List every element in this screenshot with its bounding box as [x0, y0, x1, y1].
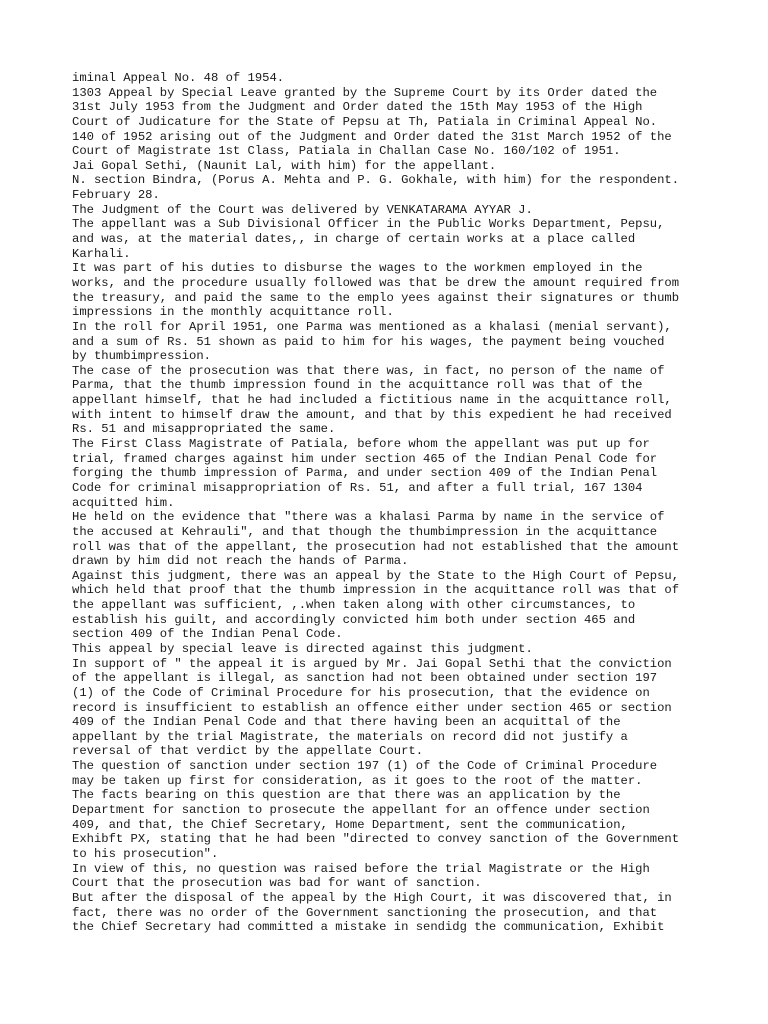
document-line: drawn by him did not reach the hands of Parma.: [72, 554, 409, 569]
document-line: Code for criminal misappropriation of Rs. 51, and after a full trial, 167 1304: [72, 480, 643, 495]
document-line: The question of sanction under section 197 (1) of the Code of Criminal Procedure: [72, 759, 658, 774]
document-line: 1303 Appeal by Special Leave granted by the Supreme Court by its Order dated the: [72, 85, 658, 100]
document-line: section 409 of the Indian Penal Code.: [72, 627, 343, 642]
document-line: by thumbimpression.: [72, 349, 211, 364]
document-line: But after the disposal of the appeal by the High Court, it was discovered that, in: [72, 890, 672, 905]
document-line: Court that the prosecution was bad for want of sanction.: [72, 876, 482, 891]
document-line: February 28.: [72, 188, 160, 203]
document-line: and a sum of Rs. 51 shown as paid to him for his wages, the payment being vouched: [72, 334, 665, 349]
document-line: In support of " the appeal it is argued by Mr. Jai Gopal Sethi that the conviction: [72, 656, 672, 671]
document-line: establish his guilt, and accordingly convicted him both under section 465 and: [72, 612, 636, 627]
document-line: the accused at Kehrauli", and that though the thumbimpression in the acquittance: [72, 524, 658, 539]
document-line: appellant himself, that he had included a fictitious name in the acquittance roll,: [72, 393, 672, 408]
document-line: may be taken up first for consideration, as it goes to the root of the matter.: [72, 773, 643, 788]
document-line: 31st July 1953 from the Judgment and Order dated the 15th May 1953 of the High: [72, 100, 643, 115]
document-line: Court of Judicature for the State of Pepsu at Th, Patiala in Criminal Appeal No.: [72, 114, 658, 129]
document-line: which held that proof that the thumb impression in the acquittance roll was that of: [72, 583, 680, 598]
document-line: fact, there was no order of the Government sanctioning the prosecution, and that: [72, 905, 658, 920]
document-line: In the roll for April 1951, one Parma was mentioned as a khalasi (menial servant),: [72, 319, 672, 334]
document-line: The Judgment of the Court was delivered by VENKATARAMA AYYAR J.: [72, 202, 533, 217]
document-line: 409, and that, the Chief Secretary, Home Department, sent the communication,: [72, 817, 628, 832]
document-line: The facts bearing on this question are that there was an application by the: [72, 788, 621, 803]
document-line: appellant by the trial Magistrate, the materials on record did not justify a: [72, 729, 628, 744]
document-line: the Chief Secretary had committed a mistake in sendidg the communication, Exhibit: [72, 920, 665, 935]
document-line: Against this judgment, there was an appeal by the State to the High Court of Pepsu,: [72, 568, 680, 583]
document-line: with intent to himself draw the amount, and that by this expedient he had received: [72, 407, 672, 422]
document-line: (1) of the Code of Criminal Procedure for his prosecution, that the evidence on: [72, 685, 650, 700]
document-body: [72, 71, 712, 935]
document-line: Court of Magistrate 1st Class, Patiala in Challan Case No. 160/102 of 1951.: [72, 144, 621, 159]
document-line: the treasury, and paid the same to the emplo yees against their signatures or thumb: [72, 290, 680, 305]
document-line: reversal of that verdict by the appellate Court.: [72, 744, 424, 759]
document-line: This appeal by special leave is directed against this judgment.: [72, 641, 533, 656]
document-line: works, and the procedure usually followed was that be drew the amount required from: [72, 275, 680, 290]
document-line: The appellant was a Sub Divisional Officer in the Public Works Department, Pepsu,: [72, 217, 665, 232]
document-line: He held on the evidence that "there was a khalasi Parma by name in the service of: [72, 510, 665, 525]
document-line: Department for sanction to prosecute the appellant for an offence under section: [72, 803, 650, 818]
document-line: acquitted him.: [72, 495, 175, 510]
document-line: Jai Gopal Sethi, (Naunit Lal, with him) for the appellant.: [72, 158, 497, 173]
document-line: Karhali.: [72, 246, 131, 261]
document-line: It was part of his duties to disburse the wages to the workmen employed in the: [72, 261, 643, 276]
document-line: 409 of the Indian Penal Code and that there having been an acquittal of the: [72, 715, 621, 730]
document-line: In view of this, no question was raised before the trial Magistrate or the High: [72, 861, 650, 876]
document-line: The case of the prosecution was that there was, in fact, no person of the name of: [72, 363, 665, 378]
document-line: impressions in the monthly acquittance roll.: [72, 305, 394, 320]
document-line: to his prosecution".: [72, 846, 219, 861]
document-line: The First Class Magistrate of Patiala, before whom the appellant was put up for: [72, 437, 650, 452]
document-line: of the appellant is illegal, as sanction had not been obtained under section 197: [72, 671, 658, 686]
document-line: the appellant was sufficient, ,.when taken along with other circumstances, to: [72, 598, 636, 613]
document-line: and was, at the material dates,, in charge of certain works at a place called: [72, 232, 636, 247]
document-line: record is insufficient to establish an offence either under section 465 or section: [72, 700, 672, 715]
document-line: Exhibft PX, stating that he had been "directed to convey sanction of the Government: [72, 832, 680, 847]
document-line: 140 of 1952 arising out of the Judgment and Order dated the 31st March 1952 of the: [72, 129, 672, 144]
document-line: iminal Appeal No. 48 of 1954.: [72, 71, 285, 85]
document-line: Parma, that the thumb impression found in the acquittance roll was that of the: [72, 378, 643, 393]
document-line: forging the thumb impression of Parma, and under section 409 of the Indian Penal: [72, 466, 658, 481]
document-line: Rs. 51 and misappropriated the same.: [72, 422, 336, 437]
document-line: N. section Bindra, (Porus A. Mehta and P. G. Gokhale, with him) for the respondent.: [72, 173, 680, 188]
document-line: trial, framed charges against him under section 465 of the Indian Penal Code for: [72, 451, 658, 466]
document-line: roll was that of the appellant, the prosecution had not established that the amount: [72, 539, 680, 554]
